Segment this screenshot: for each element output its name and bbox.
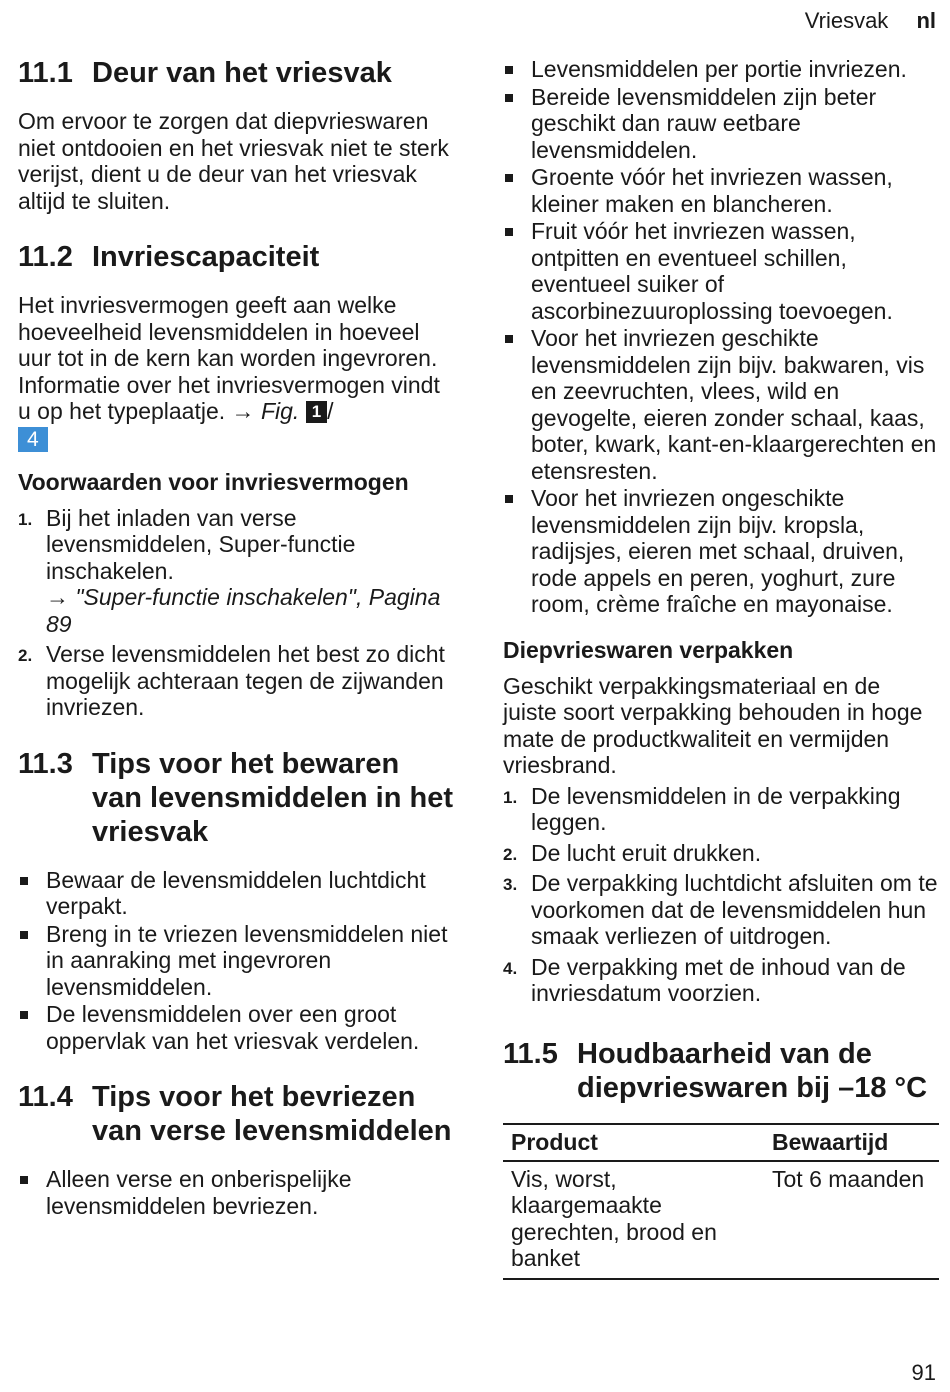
step-text: De verpakking met de inhoud van de invriesdatum voorzien. [531, 953, 906, 1006]
list-item [503, 870, 939, 950]
heading-text: Invriescapaciteit [92, 241, 320, 273]
step-text: Bij het inladen van verse levensmiddelen, Super-functie inschakelen. [46, 504, 356, 584]
table-cell: Vis, worst, klaargemaakte gerechten, brood en banket [503, 1161, 764, 1279]
figure-badge-blue: 4 [18, 427, 48, 452]
heading-text: Tips voor het bevriezen van verse levensmiddelen [92, 1081, 452, 1147]
paragraph: Om ervoor te zorgen dat diepvrieswaren niet ontdooien en het vriesvak niet te sterk verijst, dient u de deur van het vriesvak altijd te sluiten. [18, 108, 449, 214]
heading-number: 11.5 [503, 1037, 558, 1070]
steps-list [503, 783, 939, 1007]
list-item: Breng in te vriezen levensmiddelen niet in aanraking met ingevroren levensmiddelen. [18, 921, 456, 1001]
list-item [503, 783, 939, 836]
column-header: Product [503, 1124, 764, 1161]
heading-11-5 [503, 1037, 939, 1105]
heading-text: Deur van het vriesvak [92, 57, 392, 89]
list-item: Bereide levensmiddelen zijn beter geschikt dan rauw eetbare levensmiddelen. [503, 84, 939, 164]
step-number: 2. [503, 844, 518, 864]
left-column [18, 56, 456, 1245]
heading-number: 11.3 [18, 747, 73, 780]
heading-11-3 [18, 747, 456, 849]
bullet-list [18, 867, 456, 1055]
list-item: De levensmiddelen over een groot oppervlak van het vriesvak verdelen. [18, 1001, 456, 1054]
page-header [805, 8, 936, 34]
list-item: Voor het invriezen ongeschikte levensmiddelen zijn bijv. kropsla, radijsjes, eieren met schaal, druiven, rode appels en peren, yoghurt, zure room, crème fraîche en mayonaise. [503, 485, 939, 618]
list-item: Voor het invriezen geschikte levensmiddelen zijn bijv. bakwaren, vis en zeevruchten, vlees, wild en gevogelte, eieren zonder schaal, kaas, boter, kwark, kant-en-klaargerechten en etensresten. [503, 325, 939, 484]
steps-list [18, 505, 456, 721]
paragraph-figure-ref [18, 372, 456, 452]
column-header: Bewaartijd [764, 1124, 939, 1161]
table-header-row [503, 1124, 939, 1161]
step-number: 4. [503, 958, 518, 978]
paragraph: Geschikt verpakkingsmateriaal en de juiste soort verpakking behouden in hoge mate de productkwaliteit en vermijden vriesbrand. [503, 672, 923, 778]
section-11-3 [18, 747, 456, 1055]
fig-label: Fig. [260, 398, 300, 424]
heading-11-2 [18, 240, 456, 274]
cross-reference-link[interactable]: → "Super-functie inschakelen", Pagina 89 [46, 584, 441, 637]
list-item: Bewaar de levensmiddelen luchtdicht verpakt. [18, 867, 456, 920]
heading-text: Tips voor het bewaren van levensmiddelen in het vriesvak [92, 747, 453, 848]
step-text: De lucht eruit drukken. [531, 839, 762, 866]
step-text: Verse levensmiddelen het best zo dicht mogelijk achteraan tegen de zijwanden invriezen. [46, 641, 445, 720]
heading-11-4 [18, 1080, 456, 1148]
list-item [18, 505, 456, 638]
list-item: Levensmiddelen per portie invriezen. [503, 56, 939, 83]
step-text: De levensmiddelen in de verpakking leggen. [531, 782, 901, 835]
table-cell: Tot 6 maanden [764, 1161, 939, 1279]
paragraph: Het invriesvermogen geeft aan welke hoeveelheid levensmiddelen in hoeveel uur tot in de kern kan worden ingevroren. [18, 292, 438, 371]
list-item [18, 641, 456, 721]
table-row [503, 1161, 939, 1279]
subheading: Voorwaarden voor invriesvermogen [18, 468, 409, 495]
step-number: 1. [503, 787, 518, 807]
heading-number: 11.2 [18, 241, 73, 273]
bullet-list [503, 56, 939, 618]
section-11-1 [18, 56, 456, 214]
step-number: 3. [503, 875, 518, 894]
figure-badge: 1 [306, 401, 327, 423]
heading-number: 11.1 [18, 57, 73, 89]
subheading: Diepvrieswaren verpakken [503, 636, 794, 663]
header-section: Vriesvak [804, 8, 889, 33]
section-11-4 [18, 1080, 456, 1219]
list-item: Groente vóór het invriezen wassen, kleiner maken en blancheren. [503, 164, 939, 217]
list-item [503, 954, 939, 1007]
ref-text: Informatie over het invriesvermogen vindt u op het typeplaatje. → [18, 371, 440, 424]
storage-table [503, 1123, 939, 1280]
header-lang: nl [916, 8, 936, 33]
bullet-list [18, 1166, 456, 1219]
step-number: 2. [18, 646, 33, 665]
list-item [503, 840, 939, 867]
list-item: Alleen verse en onberispelijke levensmiddelen bevriezen. [18, 1166, 456, 1219]
right-column [503, 56, 939, 1280]
step-text: De verpakking luchtdicht afsluiten om te voorkomen dat de levensmiddelen hun smaak verliezen of uitdrogen. [531, 870, 938, 949]
heading-11-1 [18, 56, 456, 90]
heading-text: Houdbaarheid van de diepvrieswaren bij –18 °C [577, 1037, 928, 1104]
section-11-2 [18, 240, 456, 721]
heading-number: 11.4 [18, 1081, 73, 1113]
list-item: Fruit vóór het invriezen wassen, ontpitten en eventueel schillen, eventueel suiker of ascorbinezuuroplossing toevoegen. [503, 218, 939, 324]
slash: / [327, 398, 334, 424]
page-number: 91 [911, 1360, 936, 1385]
step-number: 1. [18, 509, 33, 529]
